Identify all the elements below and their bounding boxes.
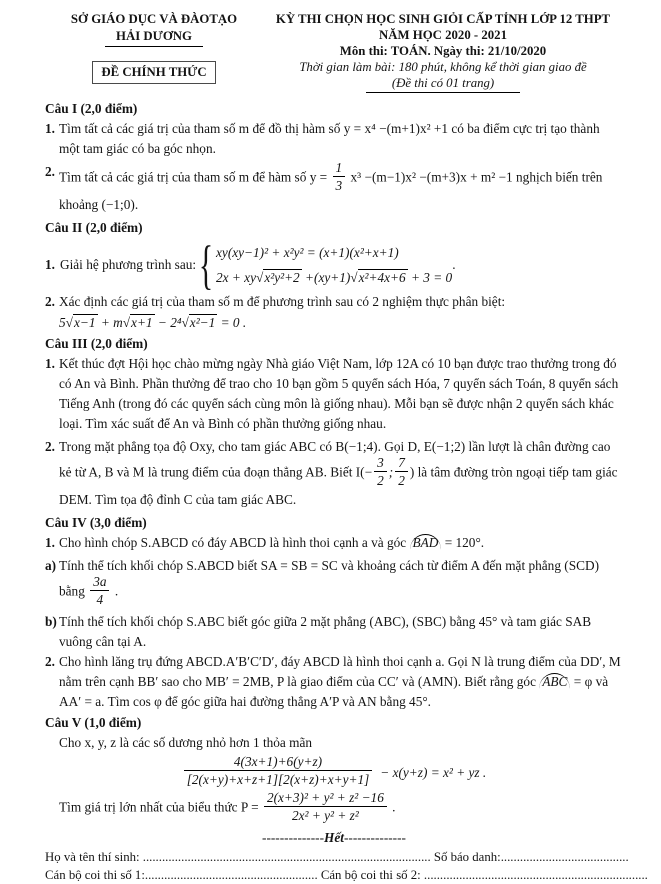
question-5-intro	[45, 733, 623, 753]
question-text: Xác định các giá trị của tham số m để phương trình sau có 2 nghiệm thực phân biệt:	[59, 294, 506, 309]
fraction: $\frac{4(3x+1)+6(y+z)}{[2(x+y)+x+z+1][2(x+z)+x+y+1]}$	[184, 754, 373, 787]
question-number: 2.	[45, 439, 55, 454]
header-left-block	[45, 11, 263, 93]
candidate-name-line: Họ và tên thí sinh: .......................................................................................... Số báo danh:........................................	[45, 850, 629, 864]
question-4-1a	[45, 556, 623, 609]
question-text: Cho hình chóp S.ABCD có đáy ABCD là hình thoi cạnh a và góc	[59, 535, 407, 550]
question-text: Tìm giá trị lớn nhất của biểu thức P =	[59, 799, 259, 815]
section-1-heading: Câu I (2,0 điểm)	[45, 101, 138, 116]
question-text: x³ −(m−1)x² −(m+3)x + m² −1 nghịch biến trên khoảng (−1;0).	[59, 169, 603, 212]
question-text: Tìm tất cả các giá trị của tham số m để hàm số y =	[59, 169, 328, 185]
subject-date-line: Môn thi: TOÁN. Ngày thi: 21/10/2020	[339, 44, 547, 58]
question-1-2	[45, 162, 623, 215]
question-text: Tính thể tích khối chóp S.ABC biết góc giữa 2 mặt phẳng (ABC), (SBC) bằng 45° và tam giác SAB vuông cân tại A.	[59, 614, 592, 649]
separator: ;	[388, 464, 394, 480]
question-number: 1.	[45, 356, 55, 371]
section-3-heading: Câu III (2,0 điểm)	[45, 336, 148, 351]
question-4-2	[45, 652, 623, 712]
question-text: = 120°.	[444, 535, 485, 550]
duration-line: Thời gian làm bài: 180 phút, không kể thời gian giao đề	[299, 60, 587, 74]
question-text: Cho hình lăng trụ đứng ABCD.A′B′C′D′, đáy ABCD là hình thoi cạnh a. Gọi N là trung điểm của DD′, M nằm trên cạnh BB′ sao cho MB′ = 2MB, P là giao điểm của CC′ và (AMN). Biết rằng góc	[59, 654, 621, 689]
system-equations	[216, 240, 452, 290]
question-1-1	[45, 119, 623, 159]
section-4-heading: Câu IV (3,0 điểm)	[45, 515, 147, 530]
section-2-heading: Câu II (2,0 điểm)	[45, 220, 143, 235]
question-letter: b)	[45, 614, 57, 629]
proctor-line: Cán bộ coi thi số 1:...................................................... Cán bộ coi thi số 2: ......................................................................	[45, 868, 648, 882]
end-dashes-left: --------------	[262, 830, 325, 845]
question-3-2	[45, 437, 623, 510]
question-2-2-equation: 5√x−1 + m√x+1 − 2⁴√x²−1 = 0 .	[59, 315, 247, 330]
question-text: Tính thể tích khối chóp S.ABCD biết SA = SB = SC và khoảng cách từ điểm A đến mặt phẳng (SCD) bằng	[59, 558, 600, 599]
question-text: Cho x, y, z là các số dương nhỏ hơn 1 thỏa mãn	[59, 735, 313, 750]
school-year: NĂM HỌC 2020 - 2021	[379, 28, 507, 42]
system-equation-1: xy(xy−1)² + x²y² = (x+1)(x²+x+1)	[216, 245, 399, 260]
question-5-p	[45, 792, 623, 825]
question-4-1b	[45, 612, 623, 652]
question-3-1	[45, 354, 623, 434]
end-dashes-right: --------------	[343, 830, 406, 845]
question-text: Kết thúc đợt Hội học chào mừng ngày Nhà giáo Việt Nam, lớp 12A có 10 bạn được trao thưởng trong đó có An và Bình. Phần thưởng để trao cho 10 bạn gồm 5 quyển sách Hóa, 7 quyển sách Toán, 8 quyển sách Tiếng Anh (trong đó các quyển sách cùng môn là giống nhau). Mỗi bạn sẽ được nhận 2 quyển sách khác loại. Tìm xác suất để An và Bình có phần thưởng giống nhau.	[59, 356, 619, 431]
question-number: 2.	[45, 294, 55, 309]
question-text: ) là tâm đường tròn ngoại tiếp tam giác DEM. Tìm tọa độ đỉnh C của tam giác ABC.	[59, 464, 618, 507]
question-4-1	[45, 533, 623, 553]
question-number: 1.	[45, 535, 55, 550]
province-name: HẢI DƯƠNG	[45, 28, 263, 47]
sentence-end: .	[114, 583, 119, 599]
question-text: Giải hệ phương trình sau:	[59, 257, 197, 272]
system-brace: {	[198, 235, 214, 295]
question-2-1	[45, 235, 623, 295]
sentence-end: .	[392, 799, 396, 815]
question-text: = φ và AA′ = a. Tìm cos φ để góc giữa hai đường thẳng A′P và AN bằng 45°.	[59, 674, 609, 709]
fraction: $\frac{3}{2}$	[374, 455, 387, 488]
equation-system	[198, 235, 453, 295]
question-letter: a)	[45, 558, 57, 573]
department-name: SỞ GIÁO DỤC VÀ ĐÀOTẠO	[70, 12, 238, 26]
fraction: $\frac{3a}{4}$	[90, 574, 109, 607]
equation-rest: − x(y+z) = x² + yz .	[380, 764, 487, 780]
system-equation-2: 2x + xy√x²y²+2 +(xy+1)√x²+4x+6 + 3 = 0	[216, 270, 453, 285]
fraction: $\frac{7}{2}$	[395, 455, 408, 488]
end-marker	[45, 828, 623, 848]
question-number: 2.	[45, 654, 55, 669]
sentence-end: .	[452, 257, 456, 272]
question-number: 1.	[45, 257, 55, 272]
header-right-block	[263, 11, 623, 93]
angle-widehat: BAD	[410, 534, 442, 550]
question-number: 2.	[45, 164, 55, 179]
pages-line: (Đề thi có 01 trang)	[263, 75, 623, 93]
exam-title: KỲ THI CHỌN HỌC SINH GIỎI CẤP TỈNH LỚP 12 THPT	[275, 12, 611, 26]
fraction: $\frac{1}{3}$	[333, 160, 346, 193]
exam-header	[45, 11, 623, 93]
question-2-2	[45, 292, 623, 312]
question-text: Tìm tất cả các giá trị của tham số m để đồ thị hàm số y = x⁴ −(m+1)x² +1 có ba điểm cực trị tạo thành một tam giác có ba góc nhọn.	[59, 121, 600, 156]
official-exam-box: ĐỀ CHÍNH THỨC	[45, 47, 263, 84]
section-5-heading: Câu V (1,0 điểm)	[45, 715, 142, 730]
question-text: Trong mặt phẳng tọa độ Oxy, cho tam giác ABC có B(−1;4). Gọi D, E(−1;2) lần lượt là chân đường cao kẻ từ A, B và M là trung điểm của đoạn thẳng AB. Biết I(−	[59, 439, 611, 480]
display-equation	[45, 756, 623, 789]
angle-widehat: ABC	[539, 673, 570, 689]
question-number: 1.	[45, 121, 55, 136]
fraction: $\frac{\text{2(x+3)² + y² + z² −16}}{\text{2x² + y² + z²}}$	[264, 790, 387, 823]
end-word: Hết	[324, 830, 344, 845]
